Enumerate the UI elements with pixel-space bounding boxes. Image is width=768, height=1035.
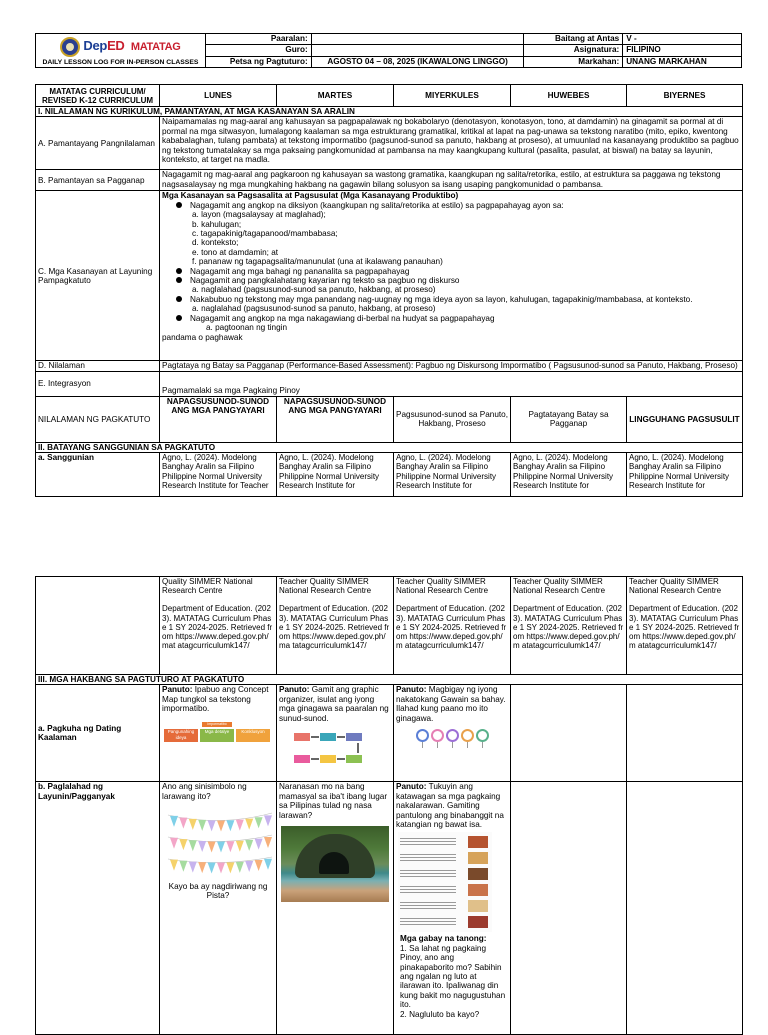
day-header-martes: MARTES: [277, 85, 394, 107]
sanggunian-biyernes: Agno, L. (2024). Modelong Banghay Aralin sa Filipino Philippine Normal University Research Institute for: [627, 453, 743, 497]
dating-mon-text: Ipabuo ang Concept Map tungkol sa tekstong impormatibo.: [162, 685, 269, 714]
dating-huwebes: [511, 685, 627, 782]
bunting-flag: [208, 863, 216, 874]
bunting-flag: [226, 821, 234, 832]
ref-deped: Department of Education. (2023). MATATAG Curriculum Phase 1 SY 2024-2025. Retrieved from https://www.deped.gov.ph/m atatagcurriculumk147/: [513, 604, 624, 651]
process-circles-image: [396, 729, 508, 742]
bunting-flag: [189, 840, 197, 851]
day-header-miyerkules: MIYERKULES: [394, 85, 511, 107]
kasanayan-sub-5: f. pananaw ng tagapagsalita/manunulat (una at ikalawang panauhan): [192, 257, 443, 267]
petsa-value[interactable]: AGOSTO 04 – 08, 2025 (IKAWALONG LINGGO): [311, 56, 524, 67]
bunting-flag: [245, 861, 253, 872]
bunting-flag: [179, 839, 187, 850]
sanggunian-cont-huwebes: [511, 577, 627, 675]
markahan-label: Markahan:: [524, 56, 623, 67]
dating-martes: [277, 685, 394, 782]
bunting-flag: [264, 859, 272, 870]
section-1-title: I. NILALAMAN NG KURIKULUM, PAMANTAYAN, AT MGA KASANAYAN SA ARALIN: [36, 107, 743, 117]
deped-matatag-logo: DepED MATATAG: [83, 38, 181, 54]
concept-map-image: [164, 722, 270, 742]
sanggunian-cont-lunes: [160, 577, 277, 675]
bunting-flag: [236, 841, 244, 852]
layunin-mon-question-2: Kayo ba ay nagdiriwang ng Pista?: [168, 881, 268, 901]
cmap-top: Impormatibo: [202, 722, 232, 727]
bunting-flag: [208, 821, 216, 832]
kasanayan-sub-1: b. kahulugan;: [192, 219, 242, 229]
ref-deped: Department of Education. (2023). MATATAG Curriculum Phase 1 SY 2024-2025. Retrieved from https://www.deped.gov.ph/ma tatagcurriculumk147/: [279, 604, 390, 651]
guro-label: Guro:: [205, 45, 311, 56]
deped-seal-icon: [60, 37, 80, 57]
layunin-tue-question: Naranasan mo na bang mamasyal sa iba't ibang lugar sa Pilipinas tulad ng nasa larawan?: [279, 782, 388, 820]
sanggunian-cont-martes: [277, 577, 394, 675]
pagkatuto-martes: NAPAGSUSUNOD-SUNOD ANG MGA PANGYAYARI: [277, 396, 394, 442]
day-header-biyernes: BIYERNES: [627, 85, 743, 107]
paaralan-value[interactable]: [311, 34, 524, 45]
integrasyon-label: E. Integrasyon: [36, 371, 160, 396]
layunin-label: b. Paglalahad ng Layunin/Pagganyak: [36, 782, 160, 1035]
day-header-huwebes: HUWEBES: [511, 85, 627, 107]
gabay-question-2: 2. Nagluluto ba kayo?: [400, 1009, 480, 1019]
layunin-mon-question: Ano ang sinisimbolo ng larawang ito?: [162, 782, 247, 801]
bunting-flag: [179, 818, 187, 829]
day-header-lunes: LUNES: [160, 85, 277, 107]
kasanayan-bullet: [162, 276, 740, 285]
layunin-miyerkules: [394, 782, 511, 1035]
ref-deped: Department of Education. (2023). MATATAG Curriculum Phase 1 SY 2024-2025. Retrieved from https://www.deped.gov.ph/m atatagcurriculumk147/: [629, 604, 740, 651]
bunting-flag: [217, 821, 225, 832]
kasanayan-b1: Nagagamit ang angkop na diksiyon (kaangkupan ng salita/retorika at estilo) sa pagpapahayag ayon sa:: [190, 200, 564, 210]
bunting-flag: [255, 860, 263, 871]
ref-deped: Department of Education. (2023). MATATAG Curriculum Phase 1 SY 2024-2025. Retrieved from https://www.deped.gov.ph/mat atagcurriculumk147/: [162, 604, 273, 651]
dating-miyerkules: [394, 685, 511, 782]
kasanayan-sub-4: e. tono at damdamin; at: [192, 247, 279, 257]
bullet-icon: [176, 277, 182, 283]
kasanayan-cell: [160, 191, 743, 361]
dating-tue-text: Gamit ang graphic organizer, isulat ang iyong mga ginagawa sa paaralan ng sunud-sunod.: [279, 685, 389, 723]
curriculum-header: MATATAG CURRICULUM/ REVISED K-12 CURRICULUM: [36, 85, 160, 107]
bunting-flag: [245, 819, 253, 830]
bunting-flag: [264, 837, 272, 848]
kasanayan-b4a: a. naglalahad (pagsusunod-sunod sa panuto, hakbang, at proseso): [192, 304, 436, 314]
header-table: [35, 33, 742, 68]
lesson-table: [35, 84, 743, 497]
panuto-label: Panuto:: [279, 685, 310, 695]
kasanayan-b5: Nagagamit ang angkop na mga nakagawiang di-berbal na hudyat sa pagpapahayag: [190, 313, 495, 323]
bullet-icon: [176, 268, 182, 274]
cmap-box: Konklusyon: [236, 729, 270, 742]
ref-simmer: Teacher Quality SIMMER National Research Centre: [396, 577, 489, 596]
ref-simmer: Teacher Quality SIMMER National Research Centre: [629, 577, 722, 596]
panuto-label: Panuto:: [162, 685, 193, 695]
bunting-flag: [189, 862, 197, 873]
bunting-flag: [198, 820, 206, 831]
pista-bunting-image: [166, 807, 274, 877]
bunting-flag: [198, 841, 206, 852]
bunting-flag: [264, 816, 272, 827]
sanggunian-miyerkules: Agno, L. (2024). Modelong Banghay Aralin sa Filipino Philippine Normal University Research Institute for: [394, 453, 511, 497]
pagkatuto-huwebes: Pagtatayang Batay sa Pagganap: [511, 396, 627, 442]
dating-biyernes: [627, 685, 743, 782]
pamantayang-label: A. Pamantayang Pangnilalaman: [36, 117, 160, 170]
integrasyon-text: Pagmamalaki sa mga Pagkaing Pinoy: [160, 371, 743, 396]
gabay-heading: Mga gabay na tanong:: [400, 934, 487, 944]
markahan-value[interactable]: UNANG MARKAHAN: [623, 56, 742, 67]
pagkaing-pinoy-image: [398, 832, 492, 932]
layunin-wed-text: Tukuyin ang katawagan sa mga pagkaing nakalarawan. Gamiting pantulong ang binabanggit na katangian ng bawat isa.: [396, 782, 504, 830]
guro-value[interactable]: [311, 45, 524, 56]
lesson-table-continued: [35, 576, 743, 1035]
layunin-huwebes: [511, 782, 627, 1035]
layunin-lunes: [160, 782, 277, 1035]
dating-lunes: [160, 685, 277, 782]
underground-river-photo: [281, 826, 389, 902]
kasanayan-bullet: [162, 314, 740, 323]
section-3-title: III. MGA HAKBANG SA PAGTUTURO AT PAGKATUTO: [36, 675, 743, 685]
kasanayan-sub-3: d. konteksto;: [192, 238, 239, 248]
panuto-label: Panuto:: [396, 782, 427, 792]
baitang-value[interactable]: V -: [623, 34, 742, 45]
ref-simmer: Teacher Quality SIMMER National Research Centre: [279, 577, 372, 596]
section-2-title: II. BATAYANG SANGGUNIAN SA PAGKATUTO: [36, 442, 743, 452]
layunin-martes: [277, 782, 394, 1035]
sanggunian-lunes: Agno, L. (2024). Modelong Banghay Aralin sa Filipino Philippine Normal University Research Institute for Teacher: [160, 453, 277, 497]
kasanayan-b3: Nagagamit ang pangkalahatang kayarian ng teksto sa pagbuo ng diskurso: [190, 276, 460, 286]
bunting-flag: [170, 860, 178, 871]
petsa-label: Petsa ng Pagtuturo:: [205, 56, 311, 67]
bunting-flag: [226, 863, 234, 874]
pagganap-text: Nagagamit ng mag-aaral ang pagkaroon ng kahusayan sa wastong gramatika, kaangkupan ng salita/retorika, estilo, at estruktura sa paggawa ng tekstong nagsasalaysay ng mga mungkahing hakbang na gagawin bilang solusyon sa isang usaping pangkomunidad o pambansa.: [160, 170, 743, 191]
graphic-organizer-image: [294, 729, 376, 769]
pagkatuto-miyerkules: Pagsusunod-sunod sa Panuto, Hakbang, Proseso: [394, 396, 511, 442]
bunting-flag: [170, 816, 178, 827]
dating-wed-text: Magbigay ng iyong nakatokang Gawain sa bahay. Ilahad kung paano mo ito ginagawa.: [396, 685, 506, 723]
paaralan-label: Paaralan:: [205, 34, 311, 45]
bunting-flag: [255, 839, 263, 850]
sanggunian-label: a. Sanggunian: [36, 453, 160, 497]
kasanayan-b2: Nagagamit ang mga bahagi ng pananalita sa pagpapahayag: [190, 266, 410, 276]
bunting-flag: [245, 840, 253, 851]
bunting-flag: [255, 817, 263, 828]
ref-simmer: Quality SIMMER National Research Centre: [162, 577, 253, 596]
kasanayan-b5a: a. pagtoonan ng tingin: [206, 323, 288, 333]
sanggunian-martes: Agno, L. (2024). Modelong Banghay Aralin sa Filipino Philippine Normal University Research Institute for: [277, 453, 394, 497]
bullet-icon: [176, 202, 182, 208]
deped-logo-cell: [36, 34, 206, 68]
kasanayan-heading: Mga Kasanayan sa Pagsasalita at Pagsusulat (Mga Kasanayang Produktibo): [162, 191, 459, 201]
sanggunian-huwebes: Agno, L. (2024). Modelong Banghay Aralin sa Filipino Philippine Normal University Research Institute for: [511, 453, 627, 497]
bunting-flag: [170, 838, 178, 849]
cmap-box: Pangunahing ideya: [164, 729, 198, 742]
kasanayan-tail: pandama o paghawak: [162, 332, 243, 342]
ref-deped: Department of Education. (2023). MATATAG Curriculum Phase 1 SY 2024-2025. Retrieved from https://www.deped.gov.ph/m atatagcurriculumk147/: [396, 604, 507, 651]
sanggunian-cont-biyernes: [627, 577, 743, 675]
bullet-icon: [176, 296, 182, 302]
bunting-flag: [189, 819, 197, 830]
kasanayan-bullet: [162, 295, 740, 304]
layunin-biyernes: [627, 782, 743, 1035]
asignatura-value[interactable]: FILIPINO: [623, 45, 742, 56]
gabay-question-1: 1. Sa lahat ng pagkaing Pinoy, ano ang pinakapaborito mo? Sabihin ang ngalan ng luto at ilarawan ito. Ipaliwanag din kung bakit mo nagugustuhan ito.: [400, 943, 506, 1010]
bunting-flag: [236, 820, 244, 831]
ref-simmer: Teacher Quality SIMMER National Research Centre: [513, 577, 606, 596]
bullet-icon: [176, 315, 182, 321]
kasanayan-label: C. Mga Kasanayan at Layuning Pampagkatuto: [36, 191, 160, 361]
kasanayan-b4: Nakabubuo ng tekstong may mga panandang nag-uugnay ng mga ideya ayon sa layon, kahulugan, tagapakinig/mambabasa, at konteksto.: [190, 294, 693, 304]
sanggunian-cont-miyerkules: [394, 577, 511, 675]
bunting-flag: [226, 842, 234, 853]
kasanayan-sub-0: a. layon (magsalaysay at maglahad);: [192, 210, 326, 220]
kasanayan-bullet: [162, 201, 740, 210]
panuto-label: Panuto:: [396, 685, 427, 695]
bunting-flag: [217, 863, 225, 874]
pagganap-label: B. Pamantayan sa Pagganap: [36, 170, 160, 191]
dating-label: a. Pagkuha ng Dating Kaalaman: [36, 685, 160, 782]
baitang-label: Baitang at Antas: [524, 34, 623, 45]
sanggunian-cont-label: [36, 577, 160, 675]
nilalaman-label: D. Nilalaman: [36, 361, 160, 371]
nilalaman-text: Pagtataya ng Batay sa Pagganap (Performance-Based Assessment): Pagbuo ng Diskursong Impormatibo ( Pagsusunod-sunod sa Panuto, Hakbang, Proseso): [160, 361, 743, 371]
bunting-flag: [179, 861, 187, 872]
log-title: DAILY LESSON LOG FOR IN-PERSON CLASSES: [42, 58, 199, 66]
pamantayang-text: Naipamamalas ng mag-aaral ang kahusayan sa pagpapalawak ng bokabolaryo (denotasyon, konotasyon, tono, at damdamin) na ginagamit sa pormal at di pormal na mga sitwasyon, lumalagong kaalaman sa mga estrukturang gramatikal, kritikal at lapat na pag-unawa sa tekstong naratibo (mito, epiko, kwentong kababalaghan, tulang pambata) at tekstong impormatibo (pagsunod-sunod sa panuto, hakbang at proseso), at umuunlad na kasanayang produktibo sa pagbuo ng tekstong tumatalakay sa mga paksaing pangkomunidad at pambansa na may kaangkupang kultural (pasalita, pasulat, at biswal) na batay sa layunin, konteksto, at target na madla.: [160, 117, 743, 170]
bunting-flag: [198, 862, 206, 873]
pagkatuto-biyernes: LINGGUHANG PAGSUSULIT: [627, 396, 743, 442]
asignatura-label: Asignatura:: [524, 45, 623, 56]
bunting-flag: [208, 842, 216, 853]
pagkatuto-lunes: NAPAGSUSUNOD-SUNOD ANG MGA PANGYAYARI: [160, 396, 277, 442]
pagkatuto-label: NILALAMAN NG PAGKATUTO: [36, 396, 160, 442]
cmap-box: Mga detalye: [200, 729, 234, 742]
bunting-flag: [236, 862, 244, 873]
bunting-flag: [217, 842, 225, 853]
kasanayan-b3a: a. naglalahad (pagsusunod-sunod sa panuto, hakbang, at proseso): [192, 285, 436, 295]
kasanayan-sub-2: c. tagapakinig/tagapanood/mambabasa;: [192, 229, 338, 239]
kasanayan-bullet: [162, 267, 740, 276]
